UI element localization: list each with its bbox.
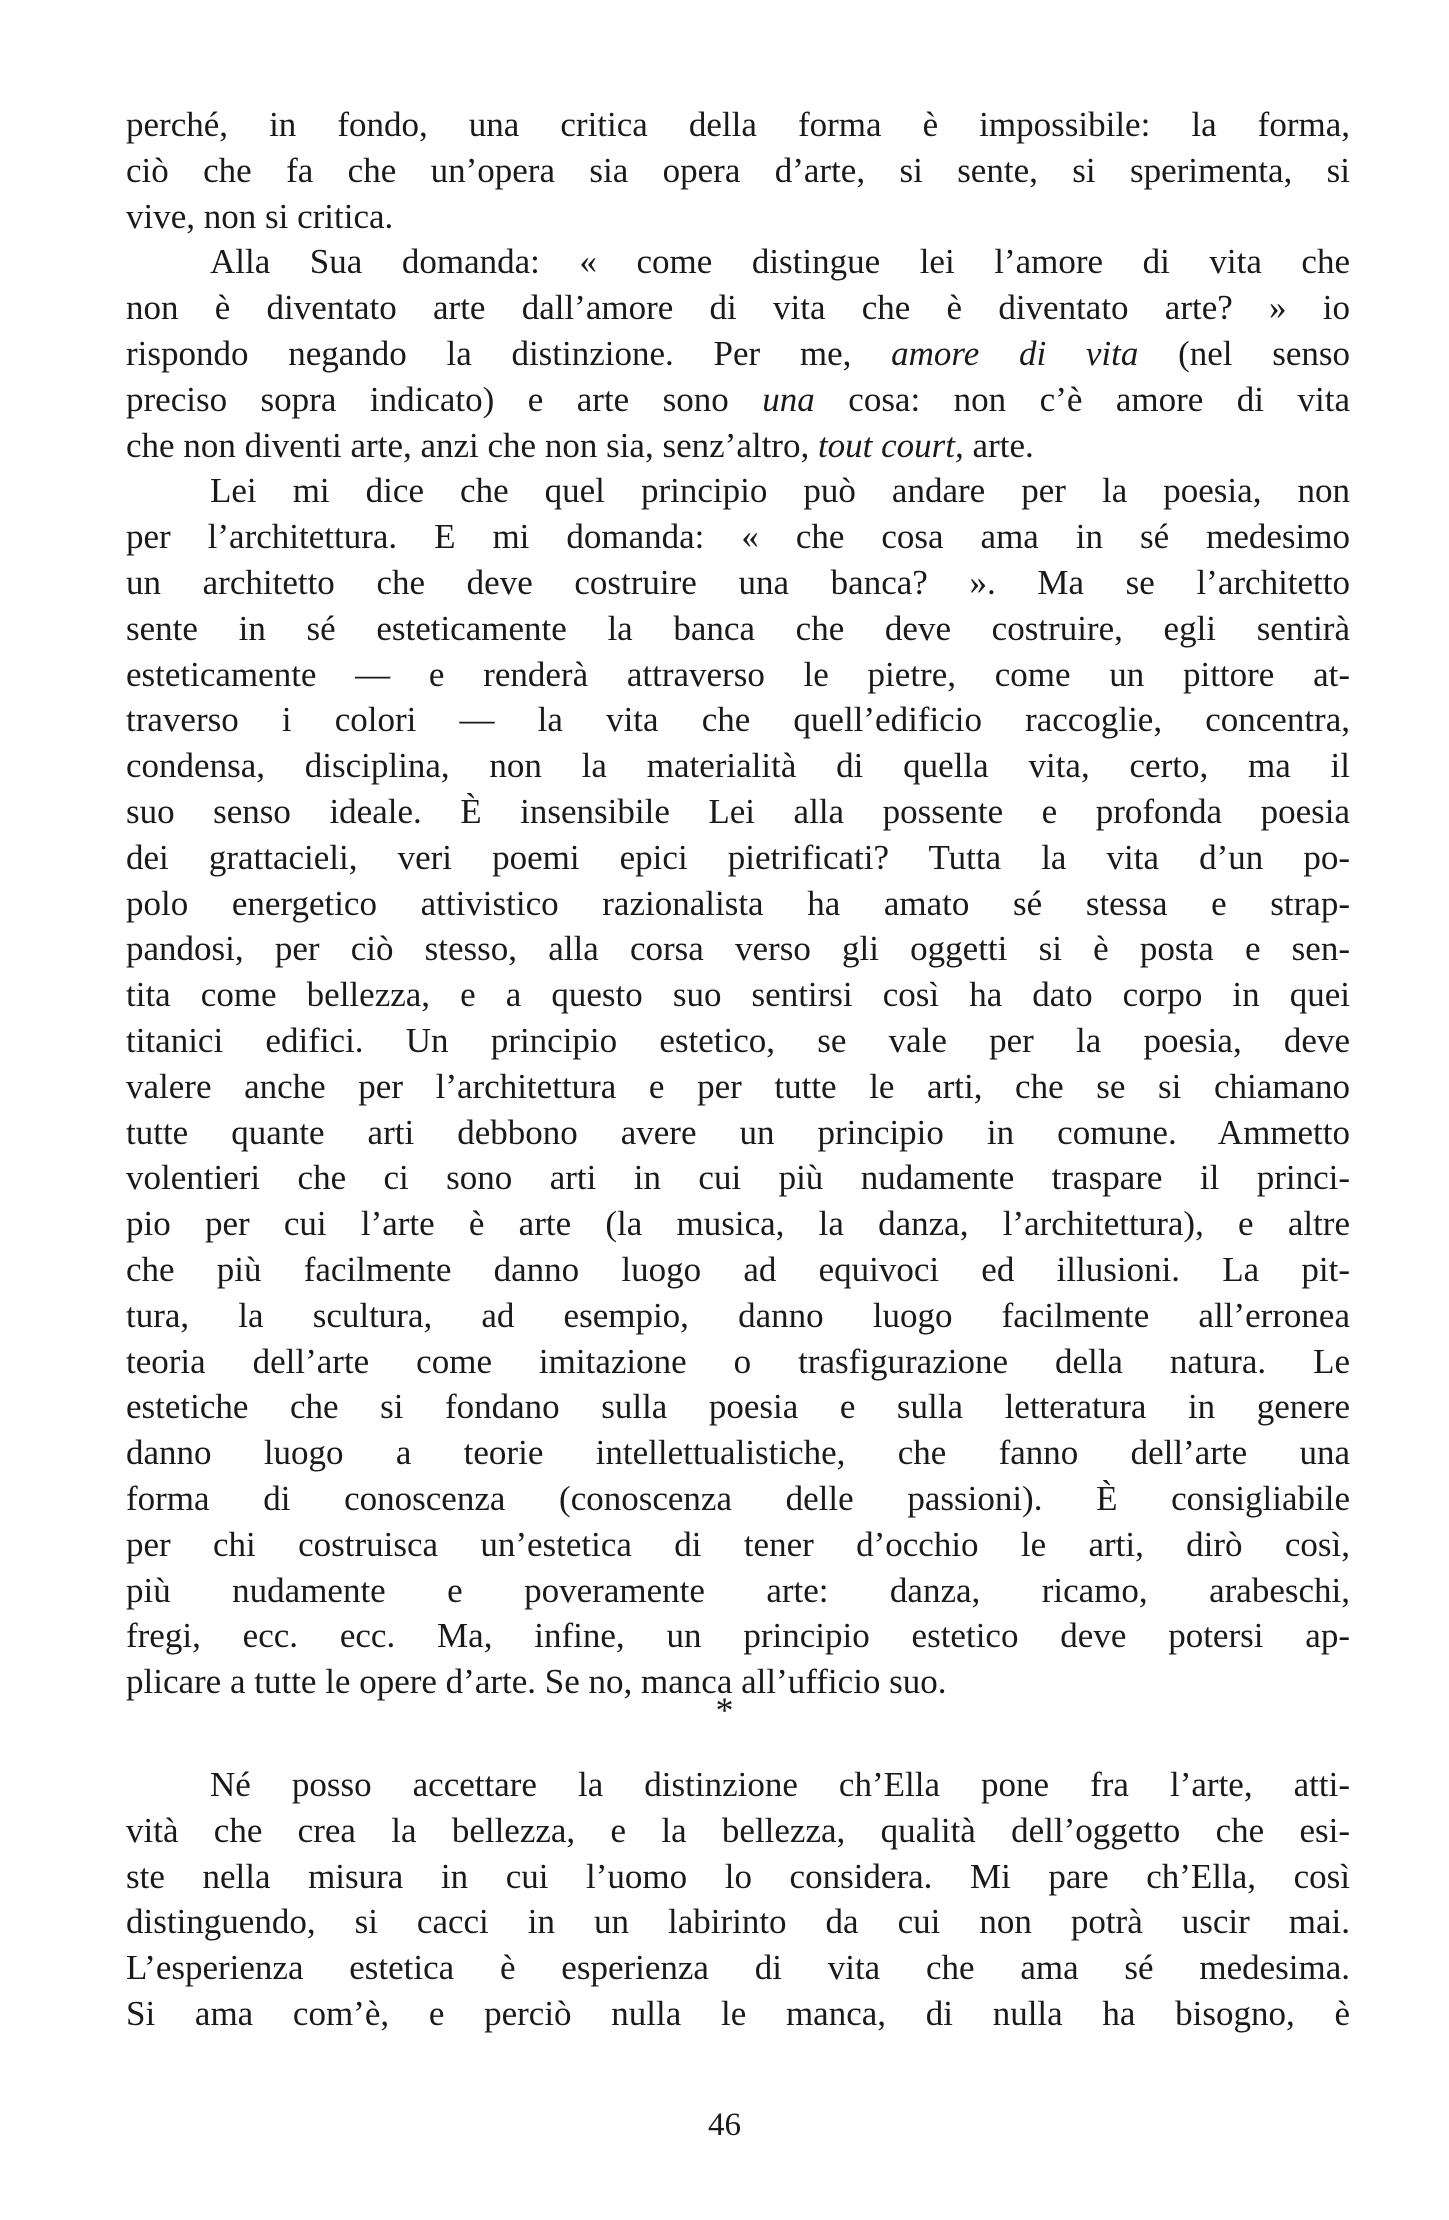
text-line: esteticamente — e renderà attraverso le pietre, come un pittore at- bbox=[126, 654, 1350, 694]
text-line bbox=[126, 331, 1350, 377]
text-line: pio per cui l’arte è arte (la musica, la danza, l’architettura), e altre bbox=[126, 1204, 1350, 1244]
text-line: pandosi, per ciò stesso, alla corsa verso gli oggetti si è posta e sen- bbox=[126, 929, 1350, 969]
text-line: plicare a tutte le opere d’arte. Se no, manca all’ufficio suo. bbox=[126, 1662, 947, 1702]
text-line: tutte quante arti debbono avere un principio in comune. Ammetto bbox=[126, 1112, 1350, 1152]
text-line bbox=[126, 377, 1350, 423]
text-run: arte. bbox=[963, 425, 1034, 465]
text-line: Né posso accettare la distinzione ch’Ella pone fra l’arte, atti- bbox=[210, 1765, 1350, 1804]
text-line: teoria dell’arte come imitazione o trasfigurazione della natura. Le bbox=[126, 1341, 1350, 1381]
text-line: condensa, disciplina, non la materialità di quella vita, certo, ma il bbox=[126, 746, 1350, 786]
text-run: (nel senso bbox=[1138, 333, 1350, 373]
text-line: valere anche per l’architettura e per tutte le arti, che se si chiamano bbox=[126, 1066, 1350, 1106]
text-line: polo energetico attivistico razionalista ha amato sé stessa e strap- bbox=[126, 883, 1350, 923]
page-number: 46 bbox=[708, 2107, 741, 2143]
paragraph bbox=[126, 239, 1350, 468]
italic-phrase: una bbox=[762, 379, 815, 419]
text-line: vive, non si critica. bbox=[126, 196, 394, 236]
text-run: rispondo negando la distinzione. Per me, bbox=[126, 333, 892, 373]
italic-phrase: amore di vita bbox=[891, 333, 1139, 373]
italic-phrase: tout court, bbox=[817, 425, 964, 465]
text-line bbox=[126, 423, 1350, 469]
text-run: cosa: non c’è amore di vita bbox=[814, 379, 1350, 419]
text-line: volentieri che ci sono arti in cui più nudamente traspare il princi- bbox=[126, 1158, 1350, 1198]
paragraph bbox=[126, 102, 1350, 239]
text-line: Si ama com’è, e perciò nulla le manca, di nulla ha bisogno, è bbox=[126, 1993, 1350, 2033]
text-line: ciò che fa che un’opera sia opera d’arte, si sente, si sperimenta, si bbox=[126, 150, 1350, 190]
text-run: che non diventi arte, anzi che non sia, senz’altro, bbox=[126, 425, 818, 465]
text-line: distinguendo, si cacci in un labirinto da cui non potrà uscir mai. bbox=[126, 1902, 1350, 1942]
text-line: sente in sé esteticamente la banca che deve costruire, egli sentirà bbox=[126, 608, 1350, 648]
text-line: fregi, ecc. ecc. Ma, infine, un principio estetico deve potersi ap- bbox=[126, 1616, 1350, 1656]
text-line: Lei mi dice che quel principio può andare per la poesia, non bbox=[210, 471, 1350, 511]
text-line: L’esperienza estetica è esperienza di vita che ama sé medesima. bbox=[126, 1948, 1350, 1988]
text-line: che più facilmente danno luogo ad equivoci ed illusioni. La pit- bbox=[126, 1249, 1350, 1289]
text-section-2 bbox=[126, 1762, 1350, 2037]
text-line: non è diventato arte dall’amore di vita che è diventato arte? » io bbox=[126, 288, 1350, 328]
text-line: un architetto che deve costruire una banca? ». Ma se l’architetto bbox=[126, 562, 1350, 602]
text-line: ste nella misura in cui l’uomo lo considera. Mi pare ch’Ella, così bbox=[126, 1856, 1350, 1896]
text-line: perché, in fondo, una critica della forma è impossibile: la forma, bbox=[126, 105, 1350, 144]
text-run: preciso sopra indicato) e arte sono bbox=[126, 379, 763, 419]
section-separator-asterisk: * bbox=[715, 1690, 734, 1730]
text-line: tita come bellezza, e a questo suo sentirsi così ha dato corpo in quei bbox=[126, 975, 1350, 1015]
text-line: tura, la scultura, ad esempio, danno luogo facilmente all’erronea bbox=[126, 1295, 1350, 1335]
text-line: vità che crea la bellezza, e la bellezza, qualità dell’oggetto che esi- bbox=[126, 1810, 1350, 1850]
text-line: per l’architettura. E mi domanda: « che cosa ama in sé medesimo bbox=[126, 517, 1350, 557]
text-line: estetiche che si fondano sulla poesia e sulla letteratura in genere bbox=[126, 1387, 1350, 1427]
text-line: traverso i colori — la vita che quell’edificio raccoglie, concentra, bbox=[126, 700, 1350, 740]
text-section-1 bbox=[126, 102, 1350, 1705]
text-line: Alla Sua domanda: « come distingue lei l’amore di vita che bbox=[210, 242, 1350, 282]
text-line: dei grattacieli, veri poemi epici pietrificati? Tutta la vita d’un po- bbox=[126, 837, 1350, 877]
paragraph bbox=[126, 468, 1350, 1705]
paragraph bbox=[126, 1762, 1350, 2037]
text-line: titanici edifici. Un principio estetico, se vale per la poesia, deve bbox=[126, 1020, 1350, 1060]
text-line: più nudamente e poveramente arte: danza, ricamo, arabeschi, bbox=[126, 1570, 1350, 1610]
text-line: danno luogo a teorie intellettualistiche, che fanno dell’arte una bbox=[126, 1433, 1350, 1473]
text-line: per chi costruisca un’estetica di tener d’occhio le arti, dirò così, bbox=[126, 1524, 1350, 1564]
text-line: forma di conoscenza (conoscenza delle passioni). È consigliabile bbox=[126, 1478, 1350, 1518]
text-line: suo senso ideale. È insensibile Lei alla possente e profonda poesia bbox=[126, 791, 1350, 831]
